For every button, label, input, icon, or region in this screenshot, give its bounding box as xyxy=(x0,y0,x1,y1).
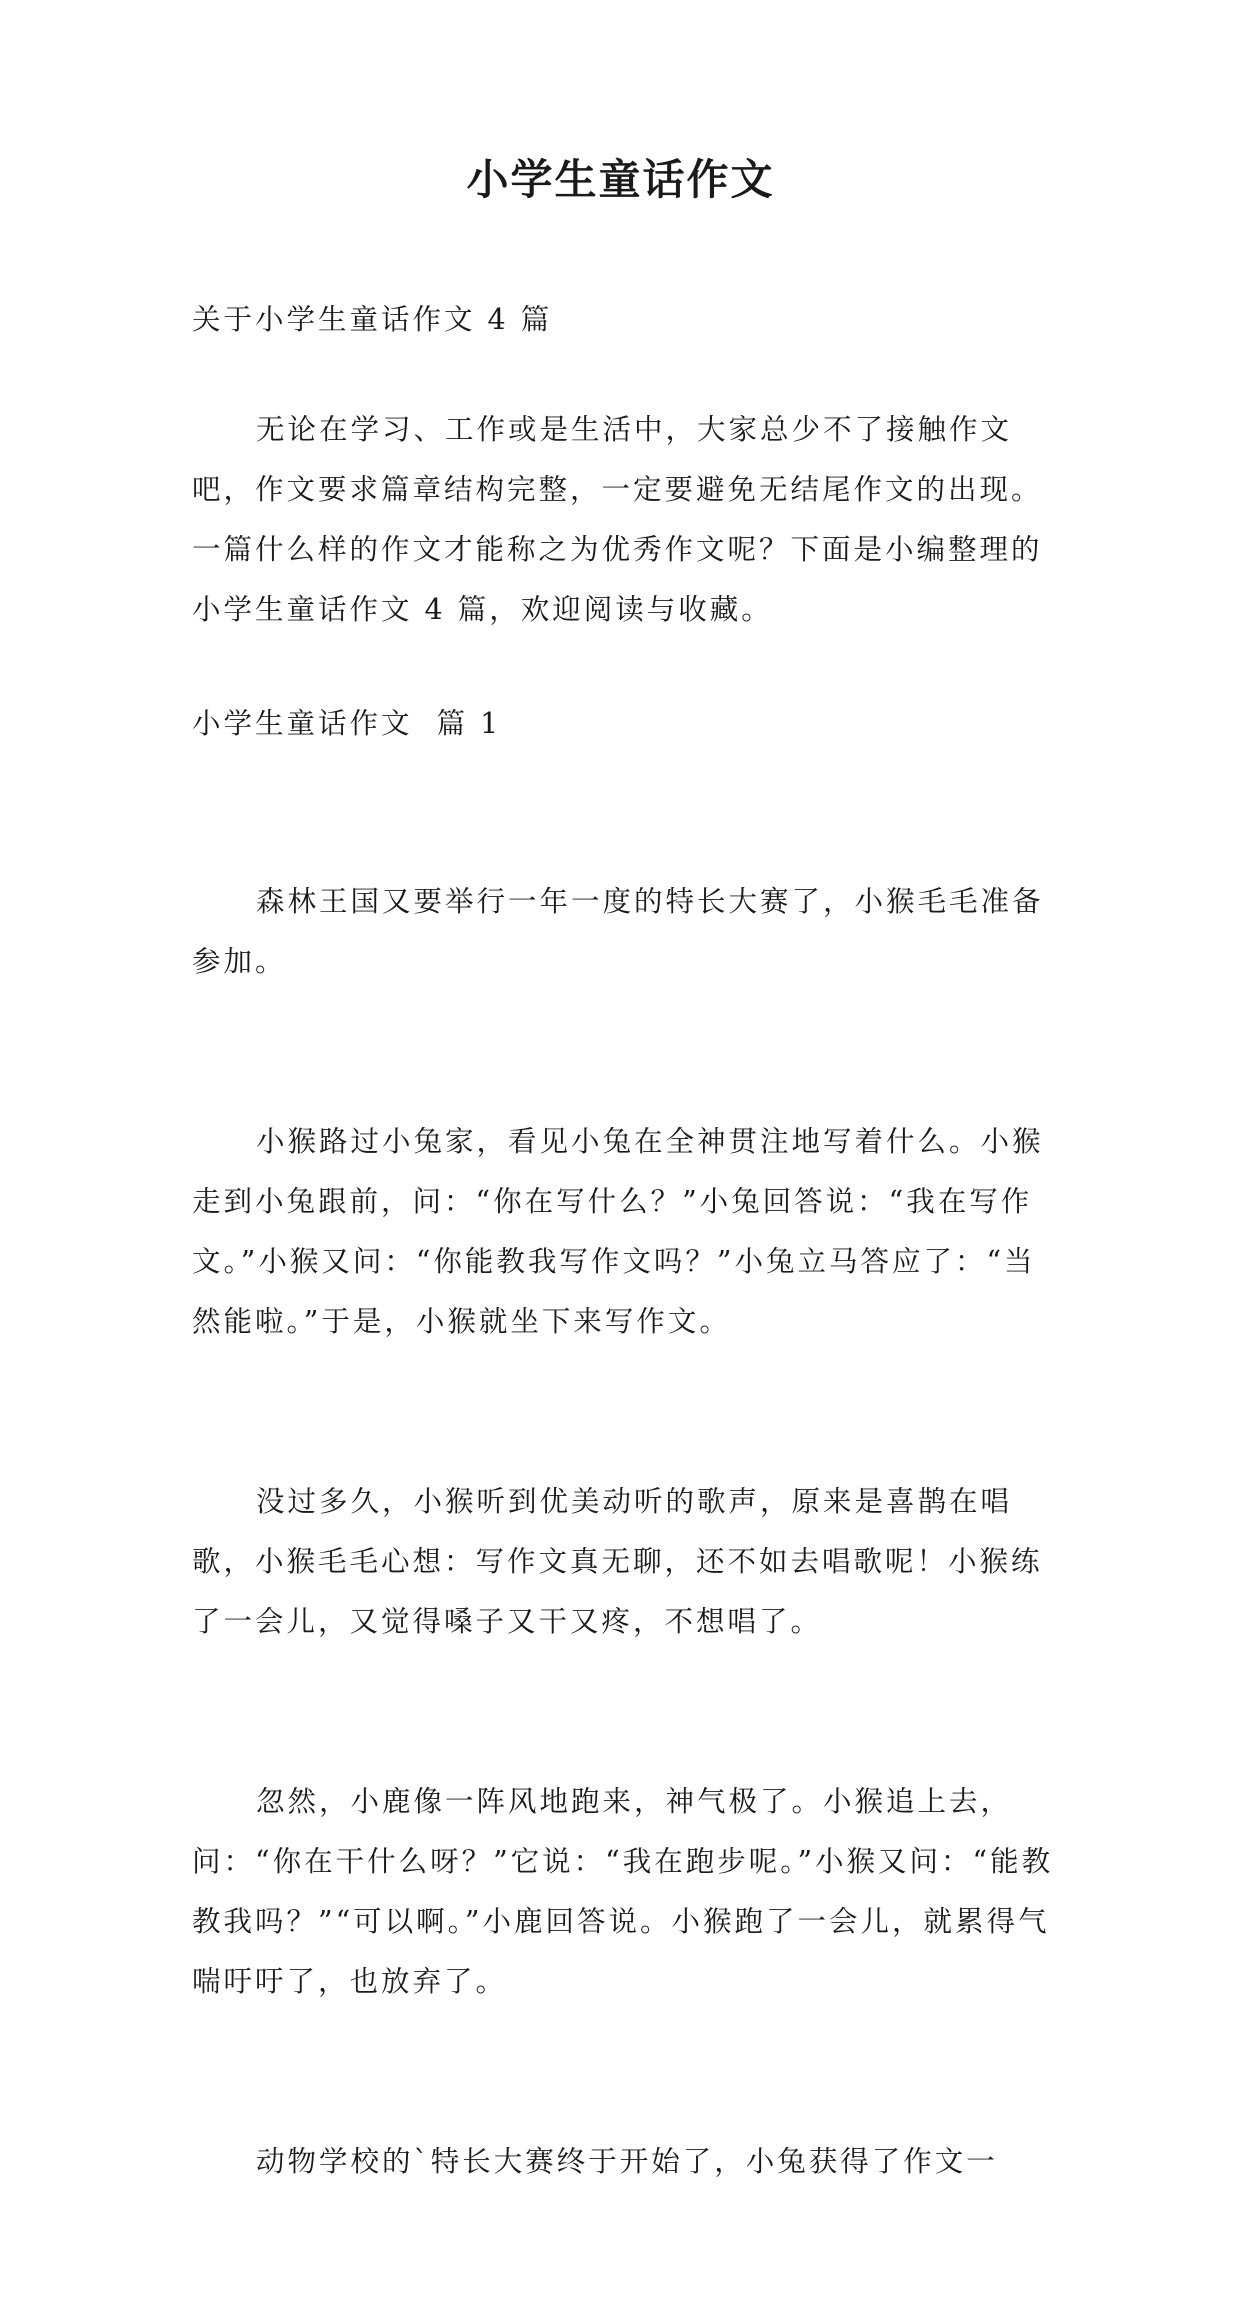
story-body xyxy=(192,752,1062,2312)
document-subtitle: 关于小学生童话作文 4 篇 xyxy=(192,303,553,336)
story-paragraph: 忽然，小鹿像一阵风地跑来，神气极了。小猴追上去，问：“你在干什么呀？”它说：“我在跑步呢。”小猴又问：“能教教我吗？”“可以啊。”小鹿回答说。小猴跑了一会儿，就累得气喘吁吁了，也放弃了。 xyxy=(192,1785,1054,1998)
story-paragraph: 森林王国又要举行一年一度的特长大赛了，小猴毛毛准备参加。 xyxy=(192,885,1044,978)
story-paragraph: 动物学校的`特长大赛终于开始了，小兔获得了作文一 xyxy=(256,2145,998,2178)
intro-paragraph: 无论在学习、工作或是生活中，大家总少不了接触作文吧，作文要求篇章结构完整，一定要避免无结尾作文的出现。一篇什么样的作文才能称之为优秀作文呢？下面是小编整理的小学生童话作文 4 篇，欢迎阅读与收藏。 xyxy=(192,413,1043,626)
section-heading: 小学生童话作文 篇 1 xyxy=(192,707,502,740)
story-paragraph: 小猴路过小兔家，看见小兔在全神贯注地写着什么。小猴走到小兔跟前，问：“你在写什么？”小兔回答说：“我在写作文。”小猴又问：“你能教我写作文吗？”小兔立马答应了：“当然能啦。”于是，小猴就坐下来写作文。 xyxy=(192,1125,1044,1338)
document-title: 小学生童话作文 xyxy=(466,155,775,204)
story-paragraph: 没过多久，小猴听到优美动听的歌声，原来是喜鹊在唱歌，小猴毛毛心想：写作文真无聊，还不如去唱歌呢！小猴练了一会儿，又觉得嗓子又干又疼，不想唱了。 xyxy=(192,1485,1043,1638)
